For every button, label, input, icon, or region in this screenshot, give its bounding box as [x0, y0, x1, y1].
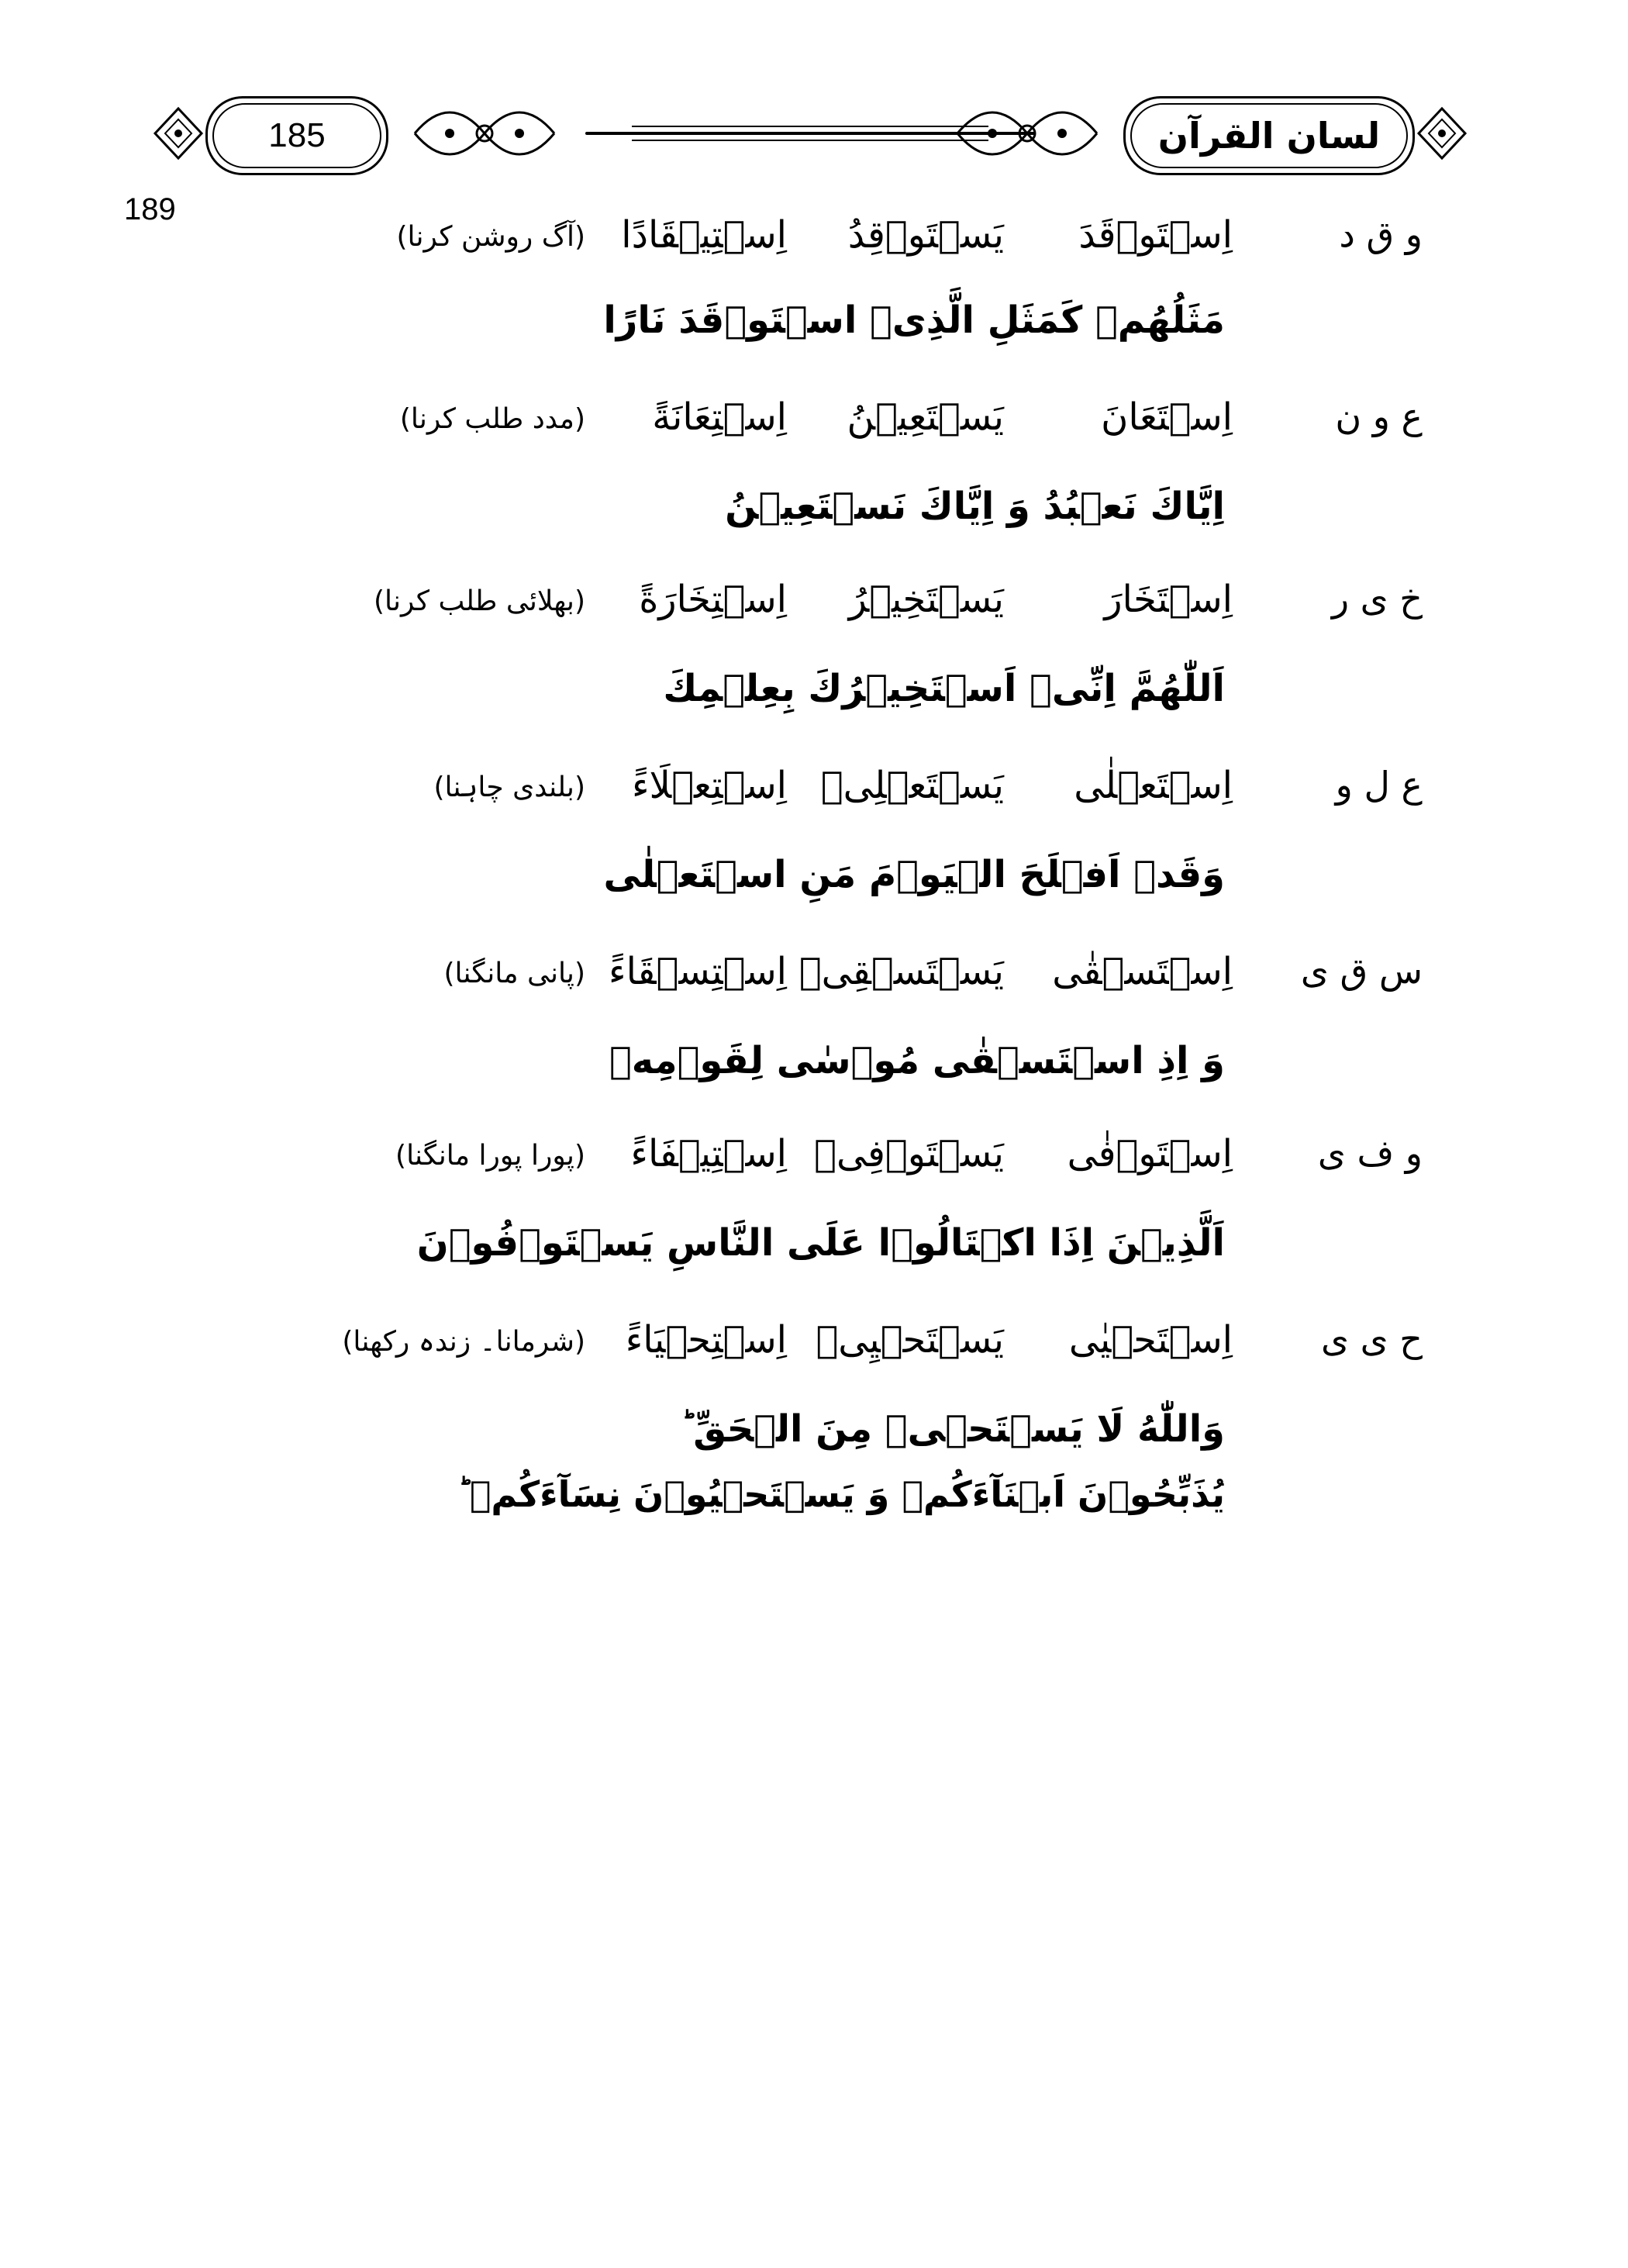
verbal-noun: اِسۡتِحۡیَاءً — [625, 1318, 787, 1362]
urdu-meaning: (مدد طلب کرنا) — [399, 403, 585, 435]
quran-example: وَ اِذِ اسۡتَسۡقٰی مُوۡسٰی لِقَوۡمِهٖ — [609, 1039, 1225, 1082]
header-rule-bottom — [632, 140, 988, 141]
present-form: یَسۡتَسۡقِیۡ — [798, 950, 1004, 993]
quran-example: وَاللّٰهُ لَا یَسۡتَحۡیٖ مِنَ الۡحَقِّ ؕ — [680, 1407, 1225, 1451]
present-form: یَسۡتَعِیۡنُ — [847, 395, 1004, 439]
quran-example: مَثَلُهُمۡ كَمَثَلِ الَّذِیۡ اسۡتَوۡقَدَ نَارًا — [603, 299, 1225, 342]
past-form: اِسۡتَحۡیٰی — [1068, 1318, 1233, 1362]
verbal-noun: اِسۡتِیۡفَاءً — [630, 1132, 787, 1175]
quran-example: اَللّٰهُمَّ اِنِّیۡ اَسۡتَخِیۡرُكَ بِعِلۡمِكَ — [663, 667, 1225, 710]
floral-ornament-left — [407, 98, 562, 169]
quran-example: وَقَدۡ اَفۡلَحَ الۡیَوۡمَ مَنِ اسۡتَعۡلٰی — [603, 853, 1225, 896]
urdu-meaning: (پانی مانگنا) — [443, 958, 585, 989]
past-form: اِسۡتَوۡقَدَ — [1078, 213, 1233, 257]
root-letters: ع و ن — [1335, 395, 1423, 437]
verb-entry — [0, 578, 1628, 710]
quran-example: اِیَّاكَ نَعۡبُدُ وَ اِیَّاكَ نَسۡتَعِیۡنُ — [725, 485, 1225, 528]
quran-example: اَلَّذِیۡنَ اِذَا اكۡتَالُوۡا عَلَی النَّاسِ یَسۡتَوۡفُوۡنَ — [416, 1221, 1225, 1265]
root-letters: ع ل و — [1335, 764, 1423, 806]
root-letters: و ف ی — [1317, 1132, 1423, 1174]
root-letters: ح ی ی — [1321, 1318, 1423, 1360]
urdu-meaning: (آگ روشن کرنا) — [396, 221, 585, 253]
verb-entry — [0, 1318, 1628, 1515]
past-form: اِسۡتَسۡقٰی — [1052, 950, 1233, 993]
verbal-noun: اِسۡتِسۡقَاءً — [609, 950, 787, 993]
verb-entry — [0, 395, 1628, 528]
root-letters: خ ی ر — [1331, 578, 1423, 620]
end-ornament-right — [1415, 104, 1469, 163]
verbal-noun: اِسۡتِیۡقَادًا — [621, 213, 787, 257]
past-form: اِسۡتَعۡلٰی — [1074, 764, 1233, 807]
book-title: لسان القرآن — [1157, 115, 1381, 157]
urdu-meaning: (بلندی چاہنا) — [433, 772, 585, 803]
urdu-meaning: (پورا پورا مانگنا) — [395, 1140, 585, 1172]
urdu-meaning: (شرمانا۔ زندہ رکھنا) — [342, 1326, 585, 1358]
root-letters: و ق د — [1339, 213, 1423, 255]
page-number-cartouche — [205, 96, 388, 175]
verb-entry — [0, 213, 1628, 342]
verb-entry — [0, 1132, 1628, 1265]
present-form: یَسۡتَوۡفِیۡ — [814, 1132, 1004, 1175]
past-form: اِسۡتَوۡفٰی — [1067, 1132, 1233, 1175]
present-form: یَسۡتَخِیۡرُ — [848, 578, 1004, 621]
verbal-noun: اِسۡتِعۡلَاءً — [631, 764, 787, 807]
margin-page-number: 189 — [124, 192, 176, 226]
urdu-meaning: (بھلائی طلب کرنا) — [373, 585, 585, 617]
end-ornament-left — [151, 104, 205, 163]
present-form: یَسۡتَعۡلِیۡ — [820, 764, 1004, 807]
past-form: اِسۡتَخَارَ — [1104, 578, 1233, 621]
verbal-noun: اِسۡتِعَانَةً — [652, 395, 787, 439]
header-rule-top — [632, 126, 988, 127]
present-form: یَسۡتَحۡیِیۡ — [816, 1318, 1004, 1362]
page-number: 185 — [268, 116, 326, 154]
quran-example: یُذَبِّحُوۡنَ اَبۡنَآءَكُمۡ وَ یَسۡتَحۡیُوۡنَ نِسَآءَكُمۡ ؕ — [457, 1473, 1225, 1515]
past-form: اِسۡتَعَانَ — [1101, 395, 1233, 439]
floral-ornament-right — [950, 98, 1105, 169]
verbal-noun: اِسۡتِخَارَةً — [639, 578, 787, 621]
page-header — [151, 87, 1469, 180]
present-form: یَسۡتَوۡقِدُ — [847, 213, 1004, 257]
root-letters: س ق ی — [1300, 950, 1423, 992]
book-title-cartouche — [1123, 96, 1415, 175]
verb-entry — [0, 950, 1628, 1082]
verb-entry — [0, 764, 1628, 896]
